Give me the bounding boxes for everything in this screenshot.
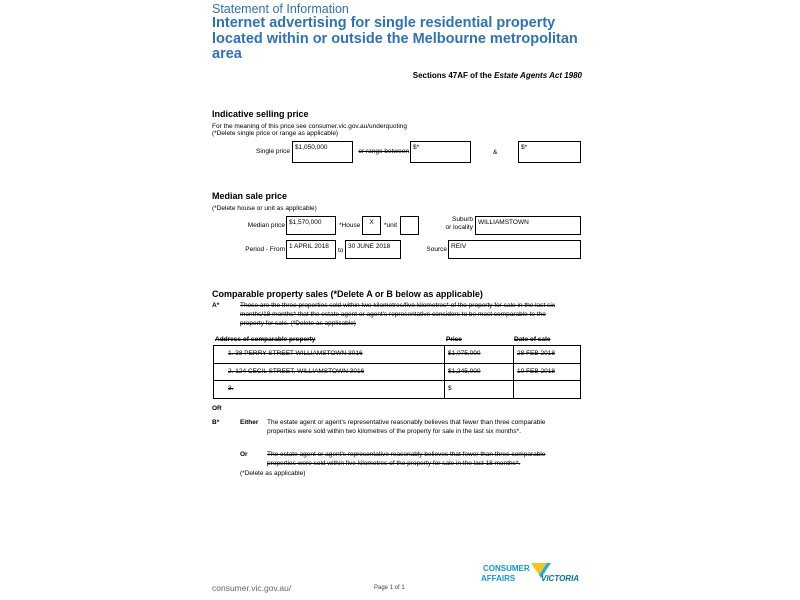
- period-to-label: to: [338, 247, 344, 254]
- consumer-affairs-victoria-logo: [481, 562, 581, 584]
- row-2-date[interactable]: 10 FEB 2018: [517, 368, 555, 375]
- single-price-field[interactable]: $1,050,000: [292, 141, 353, 163]
- range-from-field[interactable]: $*: [410, 141, 471, 163]
- table-row: [214, 380, 580, 398]
- row-1-date[interactable]: 28 FEB 2018: [517, 350, 555, 357]
- row-3-address[interactable]: 3.: [214, 381, 445, 398]
- range-to-field[interactable]: $*: [518, 141, 581, 163]
- col-price-header: Price: [446, 336, 462, 343]
- document-kicker: Statement of Information: [212, 2, 349, 16]
- unit-checkbox[interactable]: [400, 216, 419, 235]
- or-option-text-1: The estate agent or agent's representative reasonably believes that fewer than three comparable: [267, 451, 546, 458]
- range-label: or range between: [358, 148, 409, 155]
- median-heading: Median sale price: [212, 191, 288, 201]
- source-label: Source: [426, 246, 447, 253]
- act-prefix: Sections 47AF of the: [412, 71, 492, 80]
- row-3-price[interactable]: $: [445, 381, 514, 398]
- table-row: [214, 363, 580, 381]
- indicative-note-2: (*Delete single price or range as applicable): [212, 130, 339, 137]
- logo-text-line-2a: AFFAIRS: [481, 574, 516, 583]
- option-a-text-1: These are the three properties sold within two kilometres/five kilometres* of the property for sale in the last six: [240, 302, 556, 309]
- suburb-label-line-1: Suburb: [452, 216, 473, 223]
- median-note: (*Delete house or unit as applicable): [212, 205, 317, 212]
- option-a-marker: A*: [212, 302, 220, 309]
- median-price-label: Median price: [247, 222, 285, 229]
- house-label: *House: [339, 222, 361, 229]
- suburb-label: [420, 216, 473, 232]
- indicative-note-1: For the meaning of this price see consumer.vic.gov.au/underquoting: [212, 123, 407, 130]
- source-field[interactable]: REIV: [448, 240, 581, 259]
- document-title: Internet advertising for single residential property located within or outside the Melbourne metropolitan area: [212, 15, 578, 62]
- option-a-text-3: property for sale. (*Delete as applicable): [240, 320, 356, 327]
- or-option-label: Or: [240, 451, 248, 458]
- indicative-heading: Indicative selling price: [212, 109, 309, 119]
- row-2-price[interactable]: $1,245,000: [445, 364, 514, 381]
- act-reference: [300, 71, 582, 80]
- period-to-field[interactable]: 30 JUNE 2018: [345, 240, 401, 259]
- period-from-field[interactable]: 1 APRIL 2018: [286, 240, 336, 259]
- either-text-2: properties were sold within two kilometres of the property for sale in the last six months*.: [267, 428, 521, 435]
- suburb-field[interactable]: WILLIAMSTOWN: [475, 216, 581, 235]
- house-checkbox[interactable]: X: [362, 216, 381, 235]
- or-label: OR: [212, 405, 222, 412]
- row-3-date[interactable]: [514, 381, 580, 398]
- row-2-address[interactable]: 2. 124 CECIL STREET, WILLIAMSTOWN 3016: [214, 364, 445, 381]
- row-1-address[interactable]: 1. 38 PERRY STREET WILLIAMSTOWN 3016: [214, 346, 445, 363]
- or-option-text-2: properties were sold within five kilometres of the property for sale in the last 18 months*.: [267, 460, 521, 467]
- unit-label: *unit: [384, 222, 398, 229]
- single-price-label: Single price: [256, 148, 290, 155]
- delete-note: (*Delete as applicable): [240, 470, 306, 477]
- logo-text-line-2b: VICTORIA: [541, 574, 580, 583]
- median-price-field[interactable]: $1,570,000: [286, 216, 336, 235]
- option-b-marker: B*: [212, 419, 220, 426]
- period-from-label: Period - From: [245, 246, 285, 253]
- comparable-heading: Comparable property sales (*Delete A or B below as applicable): [212, 289, 483, 299]
- either-text-1: The estate agent or agent's representative reasonably believes that fewer than three comparable: [267, 419, 546, 426]
- comparable-table: [213, 345, 581, 399]
- range-and-label: &: [493, 149, 498, 156]
- logo-mark: [481, 562, 581, 584]
- logo-text-line-1: CONSUMER: [483, 564, 530, 573]
- footer-url[interactable]: consumer.vic.gov.au/: [212, 583, 292, 593]
- option-a-text-2: months/18 months* that the estate agent or agent's representative considers to be most comparable to the: [240, 311, 546, 318]
- act-name: Estate Agents Act 1980: [494, 71, 582, 80]
- page-number: Page 1 of 1: [374, 585, 405, 591]
- col-address-header: Address of comparable property: [215, 336, 316, 343]
- row-1-price[interactable]: $1,075,000: [445, 346, 514, 363]
- table-row: [214, 346, 580, 363]
- suburb-label-line-2: or locality: [445, 224, 473, 231]
- either-label: Either: [240, 419, 259, 426]
- col-date-header: Date of sale: [514, 336, 551, 343]
